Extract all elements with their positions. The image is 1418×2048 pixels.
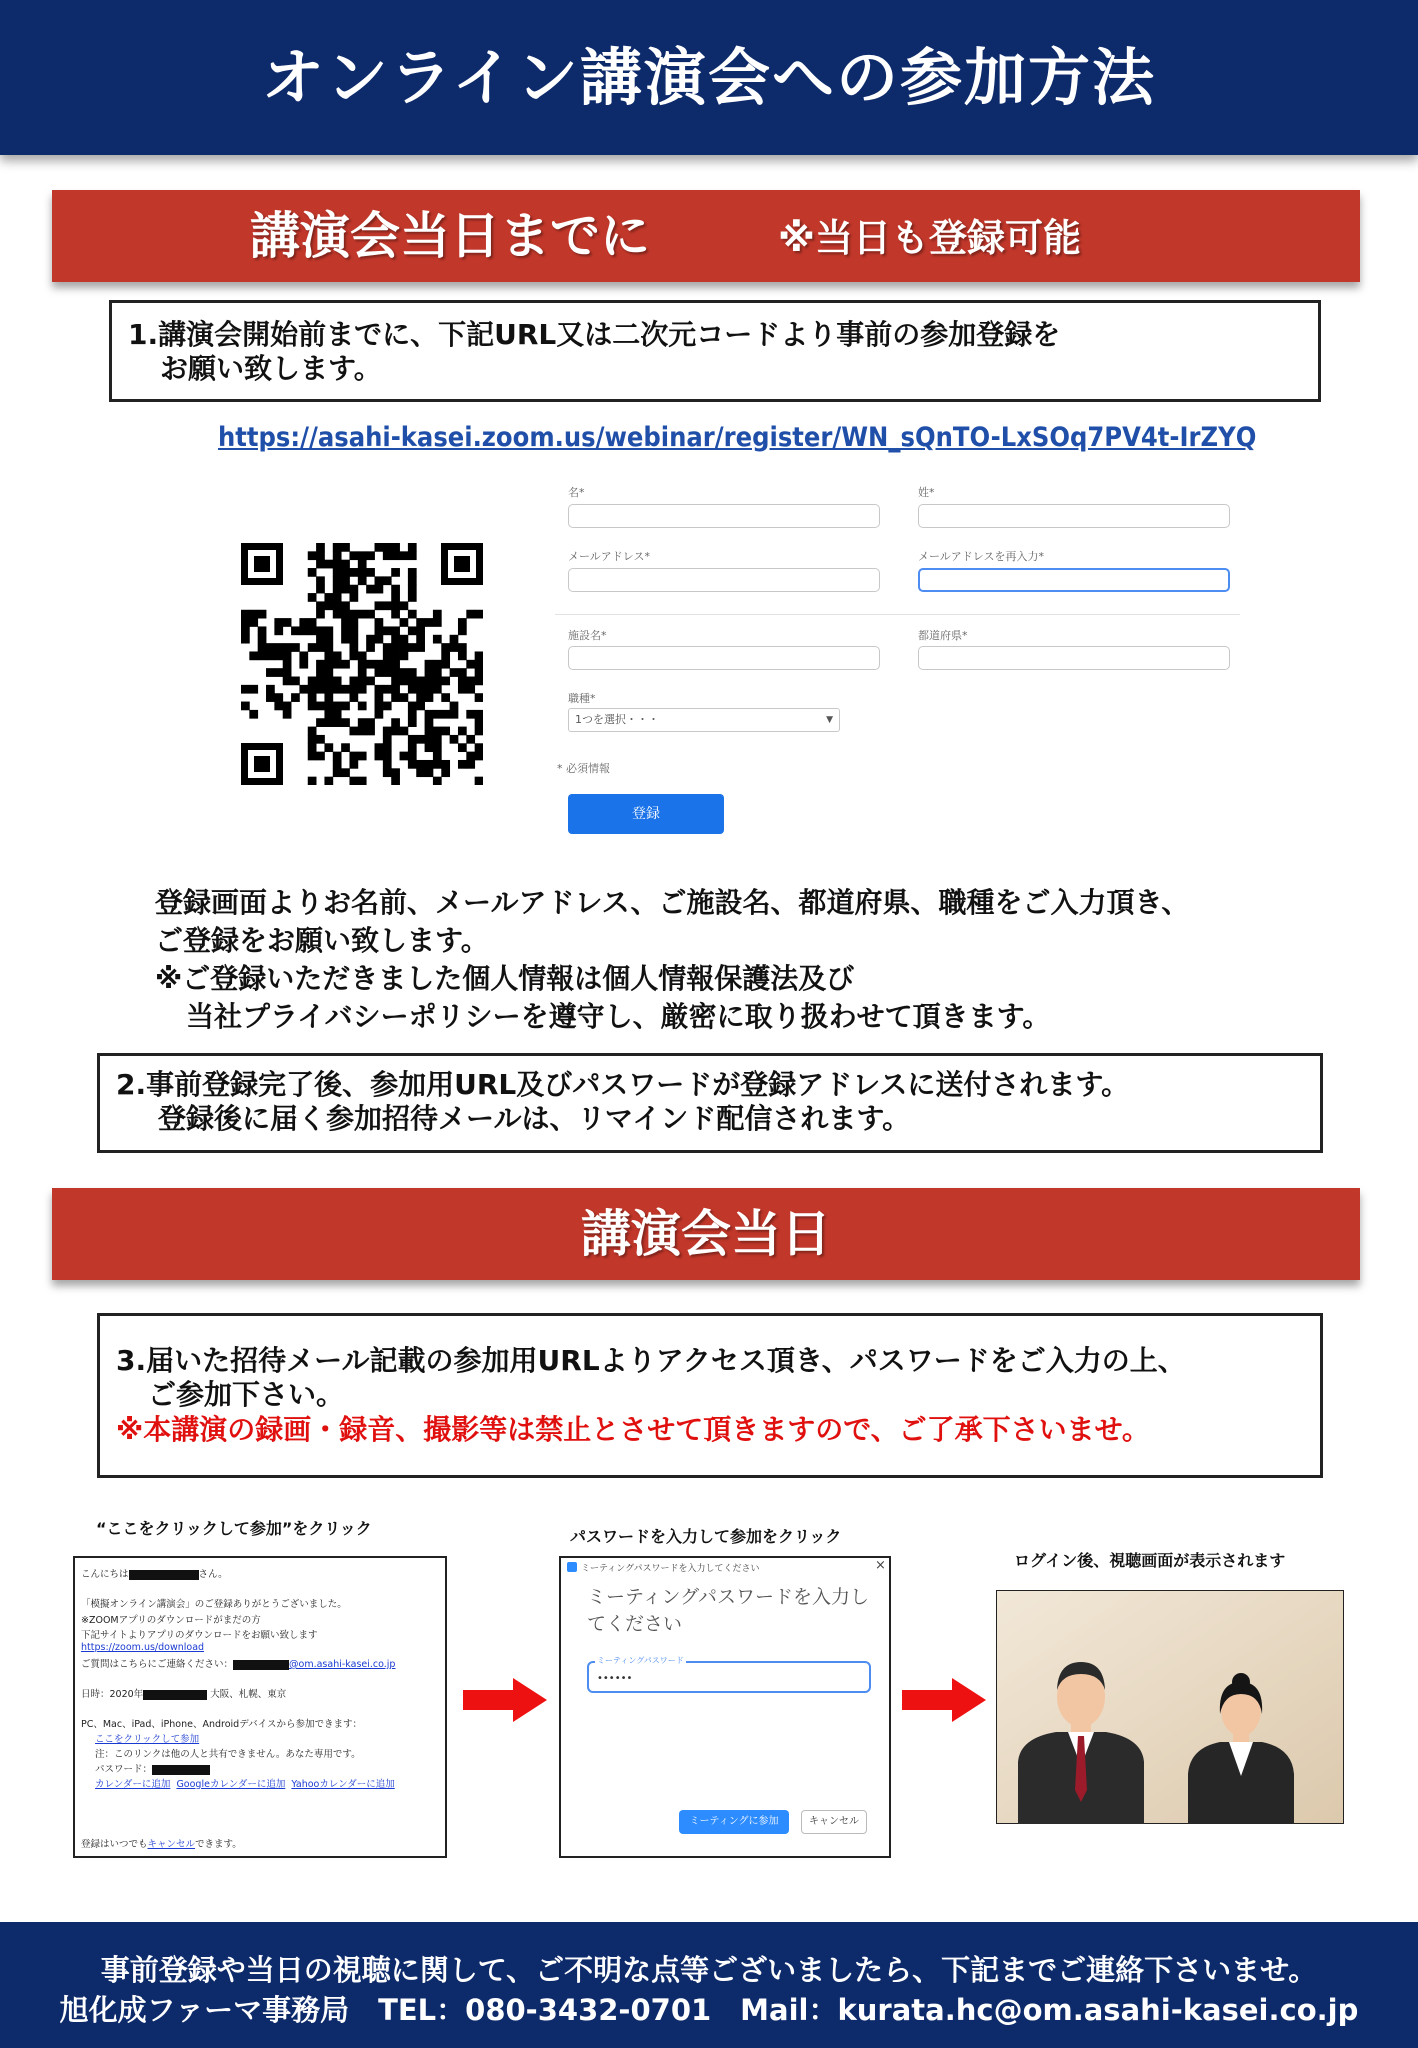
email-password-label: パスワード： (95, 1764, 153, 1775)
footer-inquiry: 事前登録や当日の視聴に関して、ご不明な点等ございましたら、下記までご連絡下さいませ。 (100, 1953, 1318, 1987)
contact-email-link[interactable]: @om.asahi-kasei.co.jp (289, 1659, 396, 1670)
prefecture-input[interactable] (918, 646, 1230, 670)
close-icon[interactable]: × (875, 1558, 886, 1573)
email-line1: 「模擬オンライン講演会」のご登録ありがとうございました。 (81, 1599, 347, 1610)
add-to-google-calendar-link[interactable]: Googleカレンダーに追加 (176, 1779, 286, 1790)
caption-click-join: “ここをクリックして参加”をクリック (96, 1519, 372, 1538)
step2-line1: 2.事前登録完了後、参加用URL及びパスワードが登録アドレスに送付されます。 (116, 1068, 1130, 1101)
email-cancel-prefix: 登録はいつでも (81, 1839, 148, 1850)
email-line2: ※ZOOMアプリのダウンロードがまだの方 (81, 1615, 261, 1626)
caption-after-login: ログイン後、視聴画面が表示されます (1014, 1551, 1286, 1570)
redacted-password (152, 1765, 210, 1775)
email-greeting-suffix: さん。 (198, 1569, 228, 1580)
form-divider (555, 614, 1240, 615)
section-band-before-day (52, 190, 1360, 282)
email-note: 注：このリンクは他の人と共有できません。あなた専用です。 (95, 1749, 361, 1760)
registration-link[interactable]: https://asahi-kasei.zoom.us/webinar/register/WN_sQnTO-LxSOq7PV4t-IrZYQ (218, 422, 1257, 453)
email-confirm-input[interactable] (918, 568, 1230, 592)
facility-label: 施設名* (568, 629, 607, 642)
privacy-line1: ※ご登録いただきました個人情報は個人情報保護法及び (155, 962, 855, 995)
last-name-label: 姓* (918, 486, 935, 499)
step3-line1: 3.届いた招待メール記載の参加用URLよりアクセス頂き、パスワードをご入力の上、 (116, 1344, 1186, 1377)
add-to-calendar-link[interactable]: カレンダーに追加 (95, 1779, 171, 1790)
instruction-line1: 登録画面よりお名前、メールアドレス、ご施設名、都道府県、職種をご入力頂き、 (155, 886, 1190, 919)
redacted-email (233, 1660, 289, 1670)
step2-line2: 登録後に届く参加招待メールは、リマインド配信されます。 (158, 1102, 911, 1135)
redacted-name (129, 1570, 199, 1580)
cancel-registration-link[interactable]: キャンセル (147, 1839, 196, 1850)
facility-input[interactable] (568, 646, 880, 670)
instruction-line2: ご登録をお願い致します。 (155, 924, 489, 957)
cancel-button[interactable]: キャンセル (801, 1810, 867, 1834)
email-greeting-prefix: こんにちは (81, 1569, 129, 1580)
dialog-window-title: ミーティングパスワードを入力してください (581, 1564, 760, 1574)
email-date-suffix: 大阪、札幌、東京 (210, 1689, 287, 1700)
section-title-before-day: 講演会当日までに (250, 207, 650, 265)
chevron-down-icon: ▼ (826, 715, 833, 725)
arrow-right-icon (902, 1678, 986, 1722)
prefecture-label: 都道府県* (918, 629, 968, 642)
email-contact-prefix: ご質問はこちらにご連絡ください： (81, 1659, 234, 1670)
redacted-date (143, 1690, 207, 1700)
viewing-screen-illustration (996, 1590, 1344, 1824)
email-confirm-label: メールアドレスを再入力* (918, 550, 1044, 563)
first-name-input[interactable] (568, 504, 880, 528)
page-title: オンライン講演会への参加方法 (261, 41, 1157, 114)
occupation-select-value: 1つを選択・・・ (575, 713, 659, 726)
password-dialog-screenshot (559, 1556, 891, 1858)
email-line3: 下記サイトよりアプリのダウンロードをお願い致します (81, 1630, 318, 1641)
first-name-label: 名* (568, 486, 585, 499)
email-date-prefix: 日時：2020年 (81, 1689, 144, 1700)
email-devices: PC、Mac、iPad、iPhone、Androidデバイスから参加できます： (81, 1719, 363, 1730)
invite-email-screenshot (73, 1556, 447, 1858)
join-link[interactable]: ここをクリックして参加 (95, 1734, 200, 1745)
email-input[interactable] (568, 568, 880, 592)
step1-line1: 1.講演会開始前までに、下記URL又は二次元コードより事前の参加登録を (128, 318, 1061, 351)
step1-line2: お願い致します。 (160, 352, 382, 385)
required-note: * 必須情報 (557, 762, 610, 775)
zoom-download-link[interactable]: https://zoom.us/download (81, 1642, 205, 1653)
password-field-label: ミーティングパスワード (597, 1656, 684, 1665)
zoom-logo-icon (567, 1562, 577, 1572)
occupation-label: 職種* (568, 692, 596, 705)
email-cancel-suffix: できます。 (195, 1839, 242, 1850)
dialog-heading: ミーティングパスワードを入力してください (587, 1586, 869, 1635)
occupation-select[interactable] (568, 708, 840, 732)
footer-contact: 旭化成ファーマ事務局 TEL：080-3432-0701 Mail：kurata.hc@om.asahi-kasei.co.jp (59, 1993, 1359, 2027)
last-name-input[interactable] (918, 504, 1230, 528)
recording-prohibited-warning: ※本講演の録画・録音、撮影等は禁止とさせて頂きますので、ご了承下さいませ。 (116, 1413, 1150, 1446)
add-to-yahoo-calendar-link[interactable]: Yahooカレンダーに追加 (291, 1779, 395, 1790)
privacy-line2: 当社プライバシーポリシーを遵守し、厳密に取り扱わせて頂きます。 (186, 1000, 1051, 1033)
email-label: メールアドレス* (568, 550, 650, 563)
step3-line2: ご参加下さい。 (148, 1378, 345, 1411)
arrow-right-icon (463, 1678, 547, 1722)
qr-code-icon[interactable] (241, 543, 483, 785)
register-button[interactable]: 登録 (568, 794, 724, 834)
join-meeting-button[interactable]: ミーティングに参加 (679, 1810, 789, 1834)
section-note-same-day: ※当日も登録可能 (778, 216, 1081, 260)
caption-enter-password: パスワードを入力して参加をクリック (570, 1527, 842, 1546)
section-title-event-day: 講演会当日 (581, 1205, 831, 1263)
password-input-value: •••••• (597, 1673, 633, 1684)
